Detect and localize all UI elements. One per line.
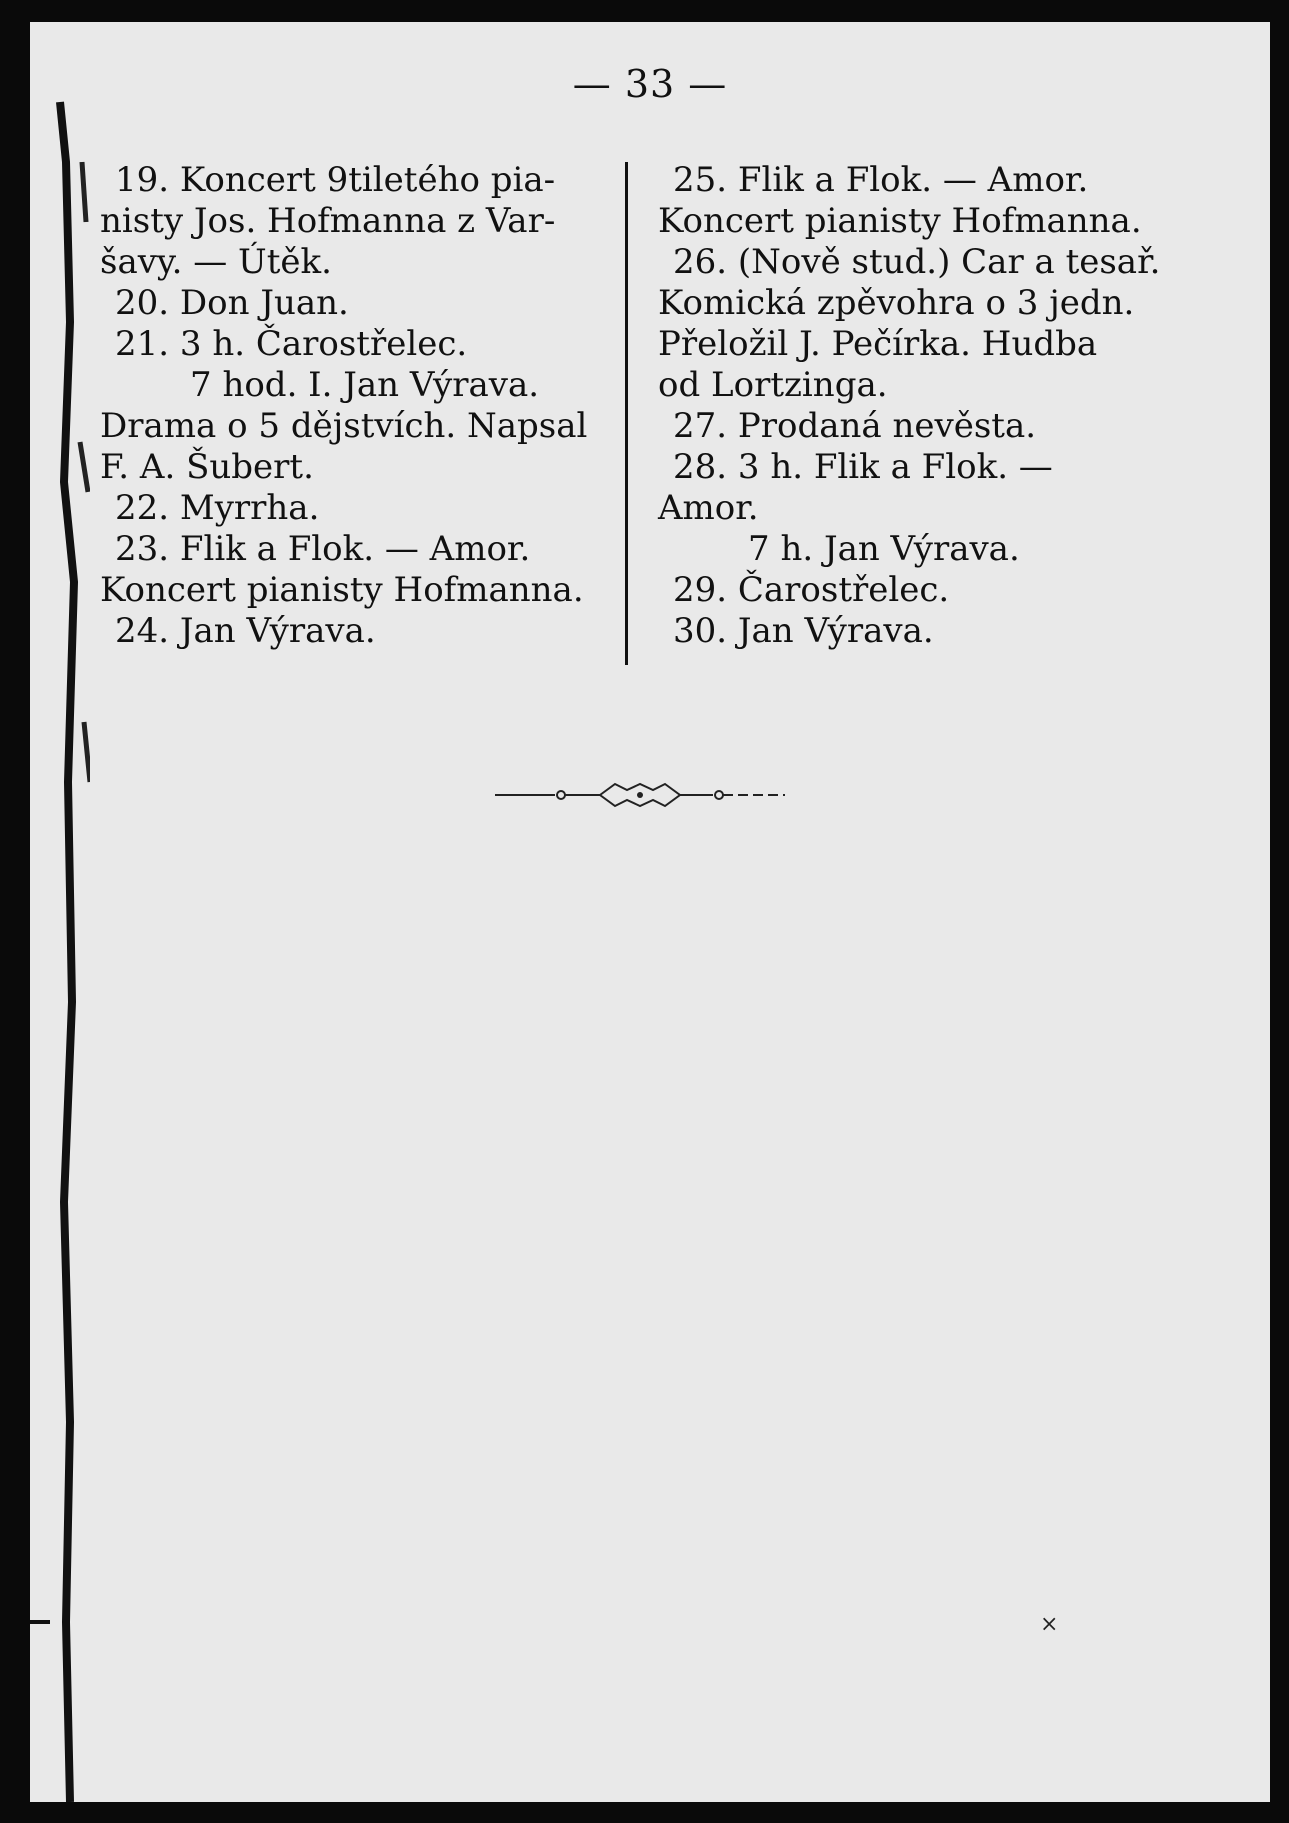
ornament-divider <box>495 780 785 810</box>
text-line: Drama o 5 dějstvích. Napsal <box>100 406 588 446</box>
text-line: Amor. <box>658 488 759 528</box>
text-line: 23. Flik a Flok. — Amor. <box>115 529 531 569</box>
text-line: 22. Myrrha. <box>115 488 320 528</box>
text-line: 27. Prodaná nevěsta. <box>673 406 1037 446</box>
text-line: Koncert pianisty Hofmanna. <box>658 201 1142 241</box>
text-line: nisty Jos. Hofmanna z Var- <box>100 201 556 241</box>
text-line: 7 h. Jan Výrava. <box>748 529 1020 569</box>
page-number: — 33 — <box>572 62 728 106</box>
text-line: 29. Čarostřelec. <box>673 570 950 610</box>
book-page <box>30 22 1270 1802</box>
text-line: 28. 3 h. Flik a Flok. — <box>673 447 1053 487</box>
text-line: šavy. — Útěk. <box>100 242 332 282</box>
printer-mark: × <box>1040 1612 1059 1637</box>
page-binding-edge <box>30 22 90 1802</box>
text-line: Koncert pianisty Hofmanna. <box>100 570 584 610</box>
left-column <box>100 160 635 652</box>
right-column <box>658 160 1203 652</box>
text-line: 30. Jan Výrava. <box>673 611 934 651</box>
text-line: 20. Don Juan. <box>115 283 349 323</box>
text-line: od Lortzinga. <box>658 365 888 405</box>
text-line: 24. Jan Výrava. <box>115 611 376 651</box>
text-line: 7 hod. I. Jan Výrava. <box>190 365 540 405</box>
text-line: 25. Flik a Flok. — Amor. <box>673 160 1089 200</box>
text-line: Komická zpěvohra o 3 jedn. <box>658 283 1135 323</box>
text-line: F. A. Šubert. <box>100 447 314 487</box>
text-line: 21. 3 h. Čarostřelec. <box>115 324 468 364</box>
text-line: 19. Koncert 9tiletého pia- <box>115 160 556 200</box>
text-line: 26. (Nově stud.) Car a tesař. <box>673 242 1161 282</box>
column-divider <box>625 162 628 665</box>
text-line: Přeložil J. Pečírka. Hudba <box>658 324 1098 364</box>
